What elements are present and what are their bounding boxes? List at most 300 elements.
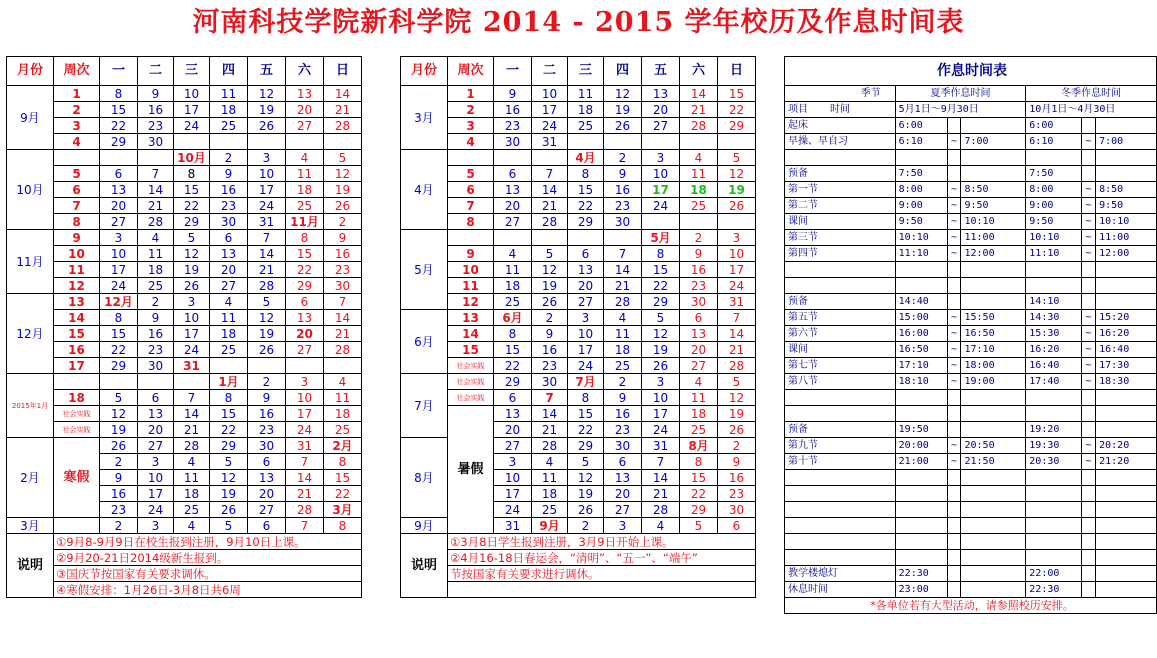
day-cell: 18 [604,342,642,358]
day-cell: 13 [494,182,532,198]
period-name: 教学楼熄灯 [785,566,896,582]
week-number: 3 [448,118,494,134]
schedule-row [785,246,1157,262]
period-time [895,406,947,422]
day-cell: 2月 [324,438,362,454]
day-cell: 15 [100,102,138,118]
period-name: 预备 [785,294,896,310]
day-cell: 9 [210,166,248,182]
week-number: 9 [54,230,100,246]
day-cell: 16 [604,182,642,198]
day-cell: 23 [138,342,174,358]
week-row [7,278,362,294]
week-number: 社会实践 [54,422,100,438]
period-time: ~ [947,134,961,150]
day-cell: 10月 [174,150,210,166]
period-time: 8:50 [1096,182,1157,198]
day-cell: 9 [604,390,642,406]
day-cell: 20 [680,342,718,358]
period-time [1026,406,1082,422]
schedule-row [785,134,1157,150]
day-cell: 10 [100,246,138,262]
day-cell: 11 [210,310,248,326]
season-label: 季节 [785,86,896,102]
period-time [1082,582,1096,598]
week-number: 社会实践 [448,390,494,406]
period-time: 11:00 [1096,230,1157,246]
period-time: 9:00 [895,198,947,214]
day-cell: 27 [248,502,286,518]
day-cell: 27 [680,358,718,374]
winter-header: 冬季作息时间 [1026,86,1157,102]
day-cell: 28 [680,118,718,134]
day-cell: 14 [532,182,568,198]
day-cell: 24 [286,422,324,438]
day-cell: 4 [642,518,680,534]
note-text: ④寒假安排：1月26日-3月8日共6周 [54,582,362,598]
week-row [7,390,362,406]
day-cell: 22 [680,486,718,502]
note-row [7,550,362,566]
day-cell: 23 [604,198,642,214]
period-time [947,582,961,598]
period-time [1096,566,1157,582]
day-cell: 20 [494,422,532,438]
day-cell: 6 [494,390,532,406]
day-cell [248,358,286,374]
day-cell: 27 [210,278,248,294]
day-cell [494,230,532,246]
week-row [401,262,756,278]
day-cell: 10 [138,470,174,486]
period-time: ~ [947,310,961,326]
day-cell: 16 [324,246,362,262]
day-cell: 29 [286,278,324,294]
day-cell [286,358,324,374]
period-time [895,550,947,566]
weekday-header: 三 [174,57,210,86]
day-cell: 18 [324,406,362,422]
schedule-row [785,278,1157,294]
day-cell: 19 [324,182,362,198]
period-time: ~ [947,182,961,198]
period-time: 18:10 [895,374,947,390]
week-header: 周次 [448,57,494,86]
week-header: 周次 [54,57,100,86]
day-cell: 28 [174,438,210,454]
day-cell: 25 [680,198,718,214]
week-number [54,374,100,390]
period-time: 20:50 [961,438,1026,454]
day-cell: 23 [100,502,138,518]
day-cell: 17 [642,406,680,422]
schedule-row [785,486,1157,502]
summer-header: 夏季作息时间 [895,86,1026,102]
period-time [961,486,1026,502]
week-row [401,214,756,230]
day-cell: 5 [718,374,756,390]
note-row [401,534,756,550]
schedule-row [785,214,1157,230]
period-time: ~ [947,374,961,390]
day-cell: 11 [138,246,174,262]
day-cell: 22 [568,422,604,438]
month-label: 3月 [401,86,448,150]
period-time [1082,278,1096,294]
period-name: 早操、早自习 [785,134,896,150]
calendar-spring [400,56,756,598]
day-cell [100,150,138,166]
day-cell: 3 [248,150,286,166]
period-name [785,502,896,518]
period-time: 19:50 [895,422,947,438]
day-cell: 3 [138,454,174,470]
period-time: 12:00 [1096,246,1157,262]
week-row [7,342,362,358]
note-row [7,534,362,550]
period-name [785,150,896,166]
day-cell: 21 [718,342,756,358]
day-cell: 21 [324,102,362,118]
day-cell: 17 [174,102,210,118]
day-cell: 10 [642,390,680,406]
day-cell: 15 [568,182,604,198]
day-cell: 21 [138,198,174,214]
period-time: 16:20 [1096,326,1157,342]
period-time: 11:10 [1026,246,1082,262]
day-cell: 6 [680,310,718,326]
period-time: 9:50 [895,214,947,230]
day-cell: 7 [324,294,362,310]
week-number: 16 [54,342,100,358]
day-cell: 16 [100,486,138,502]
period-time [1082,518,1096,534]
period-time: 20:00 [895,438,947,454]
week-row [7,246,362,262]
period-time [947,566,961,582]
weekday-header: 四 [210,57,248,86]
day-cell: 25 [568,118,604,134]
period-name: 第五节 [785,310,896,326]
schedule-row [785,470,1157,486]
day-cell: 18 [532,486,568,502]
week-row [7,102,362,118]
period-time: ~ [947,230,961,246]
period-time: 6:10 [895,134,947,150]
period-time: 9:50 [1026,214,1082,230]
week-number: 3 [54,118,100,134]
day-cell: 10 [532,86,568,102]
day-cell: 30 [718,502,756,518]
period-time [1096,294,1157,310]
day-cell: 28 [532,438,568,454]
period-time: 17:10 [961,342,1026,358]
day-cell [532,150,568,166]
month-label: 12月 [7,294,54,374]
day-cell [568,230,604,246]
day-cell: 17 [138,486,174,502]
day-cell: 2 [138,294,174,310]
schedule-row [785,326,1157,342]
day-cell: 13 [642,86,680,102]
period-name: 课间 [785,342,896,358]
day-cell: 28 [286,502,324,518]
day-cell: 11 [324,390,362,406]
day-cell: 10 [718,246,756,262]
period-time: 17:40 [1026,374,1082,390]
period-time: 10:10 [961,214,1026,230]
day-cell: 19 [248,102,286,118]
day-cell: 30 [138,358,174,374]
day-cell: 7月 [568,374,604,390]
schedule-row [785,422,1157,438]
period-name: 预备 [785,422,896,438]
note-row [401,566,756,582]
period-time [947,390,961,406]
period-time: 7:00 [961,134,1026,150]
period-time [1082,566,1096,582]
note-row [7,582,362,598]
day-cell: 11月 [286,214,324,230]
day-cell: 23 [604,422,642,438]
day-cell: 12 [248,310,286,326]
day-cell: 29 [642,294,680,310]
day-cell: 4月 [568,150,604,166]
period-time: 22:00 [1026,566,1082,582]
day-cell: 24 [248,198,286,214]
schedule-row [785,230,1157,246]
period-time [1082,406,1096,422]
day-cell: 18 [286,182,324,198]
period-time: 7:50 [895,166,947,182]
period-time: 10:10 [1096,214,1157,230]
day-cell: 24 [174,342,210,358]
day-cell: 23 [680,278,718,294]
schedule-row [785,118,1157,134]
period-time [1082,262,1096,278]
period-time: 10:10 [1026,230,1082,246]
period-time: ~ [947,214,961,230]
day-cell: 26 [642,358,680,374]
week-number [54,518,100,534]
week-number: 1 [54,86,100,102]
day-cell: 17 [718,262,756,278]
period-time [947,486,961,502]
period-time: 12:00 [961,246,1026,262]
period-time [895,390,947,406]
day-cell: 13 [138,406,174,422]
day-cell: 30 [494,134,532,150]
period-time [961,518,1026,534]
period-time [961,534,1026,550]
day-cell: 14 [174,406,210,422]
week-row [401,230,756,246]
day-cell: 21 [642,486,680,502]
day-cell: 11 [174,470,210,486]
note-text: ①9月8-9月9日在校生报到注册，9月10日上课。 [54,534,362,550]
week-row [401,150,756,166]
day-cell: 9月 [532,518,568,534]
period-time: 21:20 [1096,454,1157,470]
week-number: 5 [448,166,494,182]
week-number: 4 [54,134,100,150]
period-time [961,150,1026,166]
day-cell: 2 [210,150,248,166]
day-cell: 3 [642,150,680,166]
period-time: ~ [1082,182,1096,198]
day-cell: 14 [642,470,680,486]
day-cell: 13 [494,406,532,422]
week-row [7,358,362,374]
day-cell: 19 [210,486,248,502]
day-cell [680,134,718,150]
day-cell: 10 [494,470,532,486]
day-cell: 18 [210,102,248,118]
day-cell: 19 [532,278,568,294]
period-time [1096,550,1157,566]
day-cell: 2 [100,454,138,470]
note-row [401,550,756,566]
week-row [7,198,362,214]
period-time [1082,422,1096,438]
day-cell: 5月 [642,230,680,246]
day-cell: 22 [286,262,324,278]
day-cell: 13 [286,310,324,326]
day-cell: 30 [680,294,718,310]
day-cell: 4 [324,374,362,390]
day-cell: 14 [718,326,756,342]
period-time [961,118,1026,134]
day-cell [138,150,174,166]
period-time: 15:00 [895,310,947,326]
day-cell: 8 [324,454,362,470]
note-text: ①3月8日学生报到注册，3月9日开始上课。 [448,534,756,550]
schedule-row [785,406,1157,422]
week-number: 12 [54,278,100,294]
day-cell: 7 [718,310,756,326]
period-time [961,422,1026,438]
period-name: 第十节 [785,454,896,470]
day-cell: 22 [100,342,138,358]
day-cell: 9 [680,246,718,262]
weekday-header: 六 [680,57,718,86]
week-number: 6 [54,182,100,198]
day-cell: 14 [680,86,718,102]
day-cell: 30 [210,214,248,230]
day-cell: 27 [100,214,138,230]
day-cell: 11 [680,390,718,406]
day-cell [604,134,642,150]
day-cell: 13 [248,470,286,486]
day-cell: 2 [532,310,568,326]
period-name [785,390,896,406]
day-cell [324,134,362,150]
note-text: ②9月20-21日2014级新生报到。 [54,550,362,566]
period-time: 14:30 [1026,310,1082,326]
period-time [961,550,1026,566]
week-number: 10 [448,262,494,278]
period-time [1096,118,1157,134]
day-cell: 5 [174,230,210,246]
day-cell: 18 [138,262,174,278]
schedule-row [785,550,1157,566]
week-number: 社会实践 [448,374,494,390]
weekday-header: 四 [604,57,642,86]
week-row [401,182,756,198]
day-cell: 14 [286,470,324,486]
day-cell: 11 [604,326,642,342]
day-cell: 5 [100,390,138,406]
weekday-header: 二 [532,57,568,86]
day-cell: 17 [532,102,568,118]
week-number: 11 [54,262,100,278]
period-time: ~ [1082,374,1096,390]
day-cell: 27 [494,438,532,454]
day-cell: 16 [138,326,174,342]
day-cell: 26 [100,438,138,454]
day-cell: 22 [642,278,680,294]
week-number: 14 [54,310,100,326]
period-time [947,518,961,534]
day-cell: 2 [248,374,286,390]
period-time [1026,550,1082,566]
week-row [401,86,756,102]
period-time [947,150,961,166]
period-time: 19:20 [1026,422,1082,438]
day-cell: 27 [286,118,324,134]
season-row [785,86,1157,102]
period-time [1026,390,1082,406]
month-header: 月份 [7,57,54,86]
week-row [7,374,362,390]
day-cell: 15 [680,470,718,486]
period-time: 11:00 [961,230,1026,246]
day-cell: 19 [604,102,642,118]
day-cell: 22 [324,486,362,502]
period-time: 16:50 [895,342,947,358]
week-row [7,150,362,166]
day-cell: 24 [174,118,210,134]
day-cell: 29 [174,214,210,230]
day-cell: 5 [680,518,718,534]
period-time [1082,294,1096,310]
period-time: 16:50 [961,326,1026,342]
period-time [1096,486,1157,502]
period-name [785,486,896,502]
day-cell: 30 [138,134,174,150]
day-cell: 10 [248,166,286,182]
day-cell: 12月 [100,294,138,310]
day-cell: 2 [604,150,642,166]
day-cell: 28 [604,294,642,310]
day-cell: 31 [494,518,532,534]
day-cell: 7 [248,230,286,246]
schedule-row [785,502,1157,518]
day-cell: 10 [174,86,210,102]
day-cell: 23 [138,118,174,134]
day-cell: 4 [532,454,568,470]
day-cell: 1月 [210,374,248,390]
schedule-row [785,294,1157,310]
period-time: 16:00 [895,326,947,342]
day-cell: 9 [100,470,138,486]
week-number: 9 [448,246,494,262]
day-cell: 15 [642,262,680,278]
period-time [1082,118,1096,134]
day-cell: 2 [568,518,604,534]
day-cell: 20 [568,278,604,294]
day-cell: 8 [100,310,138,326]
